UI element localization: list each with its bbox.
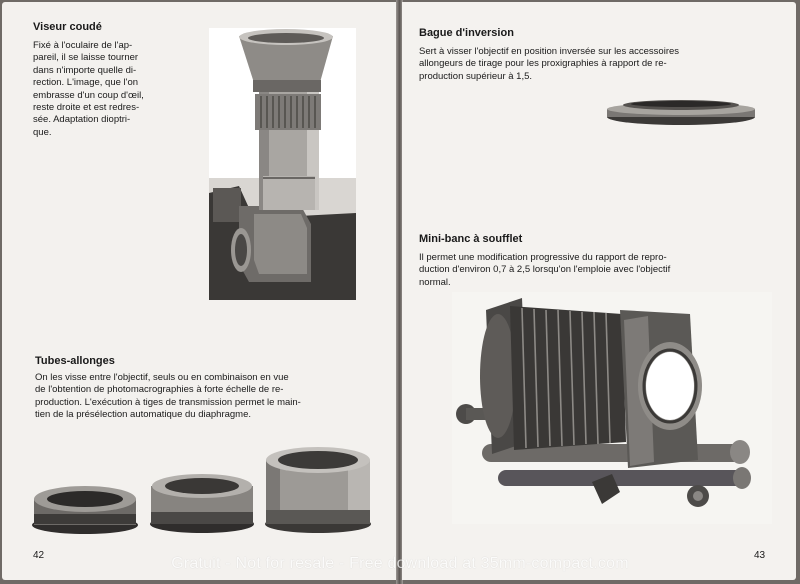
viewfinder-title: Viseur coudé <box>33 21 102 33</box>
mini-bellows-photo <box>452 292 772 524</box>
reversing-ring-title: Bague d'inversion <box>419 27 514 39</box>
right-page <box>402 2 796 580</box>
extension-tubes-photo <box>30 442 374 538</box>
tubes-description: On les visse entre l'objectif, seuls ou en combinaison en vue de l'obtention de photomacrographies à forte échelle de re- production. L'exécution à tiges de transmission permet le main- tien de la présélection automatique du diaphragme. <box>35 372 301 421</box>
viewfinder-description: Fixé à l'oculaire de l'ap- pareil, il se laisse tourner dans n'importe quelle di- rection. L'image, que l'on embrasse d'un coup d'œil, reste droite et est redres- sée. Adaptation dioptri- que. <box>33 40 144 138</box>
left-page <box>2 2 397 580</box>
bellows-description: Il permet une modification progressive du rapport de repro- duction d'environ 0,7 à 2,5 lorsqu'on l'emploie avec l'objectif normal. <box>419 252 671 288</box>
reversing-ring-description: Sert à visser l'objectif en position inversée sur les accessoires allongeurs de tirage pour les proxigraphies à rapport de re- production supérieur à 1,5. <box>419 46 680 82</box>
page-number-left: 42 <box>33 550 45 561</box>
page-number-right: 43 <box>754 550 766 561</box>
bellows-title: Mini-banc à soufflet <box>419 233 523 245</box>
right-angle-viewfinder-photo <box>209 28 356 300</box>
tubes-title: Tubes-allonges <box>35 355 115 367</box>
watermark-text: Gratuit - Not for resale - Free download at 35mm-compact.com <box>171 555 629 572</box>
reversing-ring-photo <box>605 97 757 127</box>
